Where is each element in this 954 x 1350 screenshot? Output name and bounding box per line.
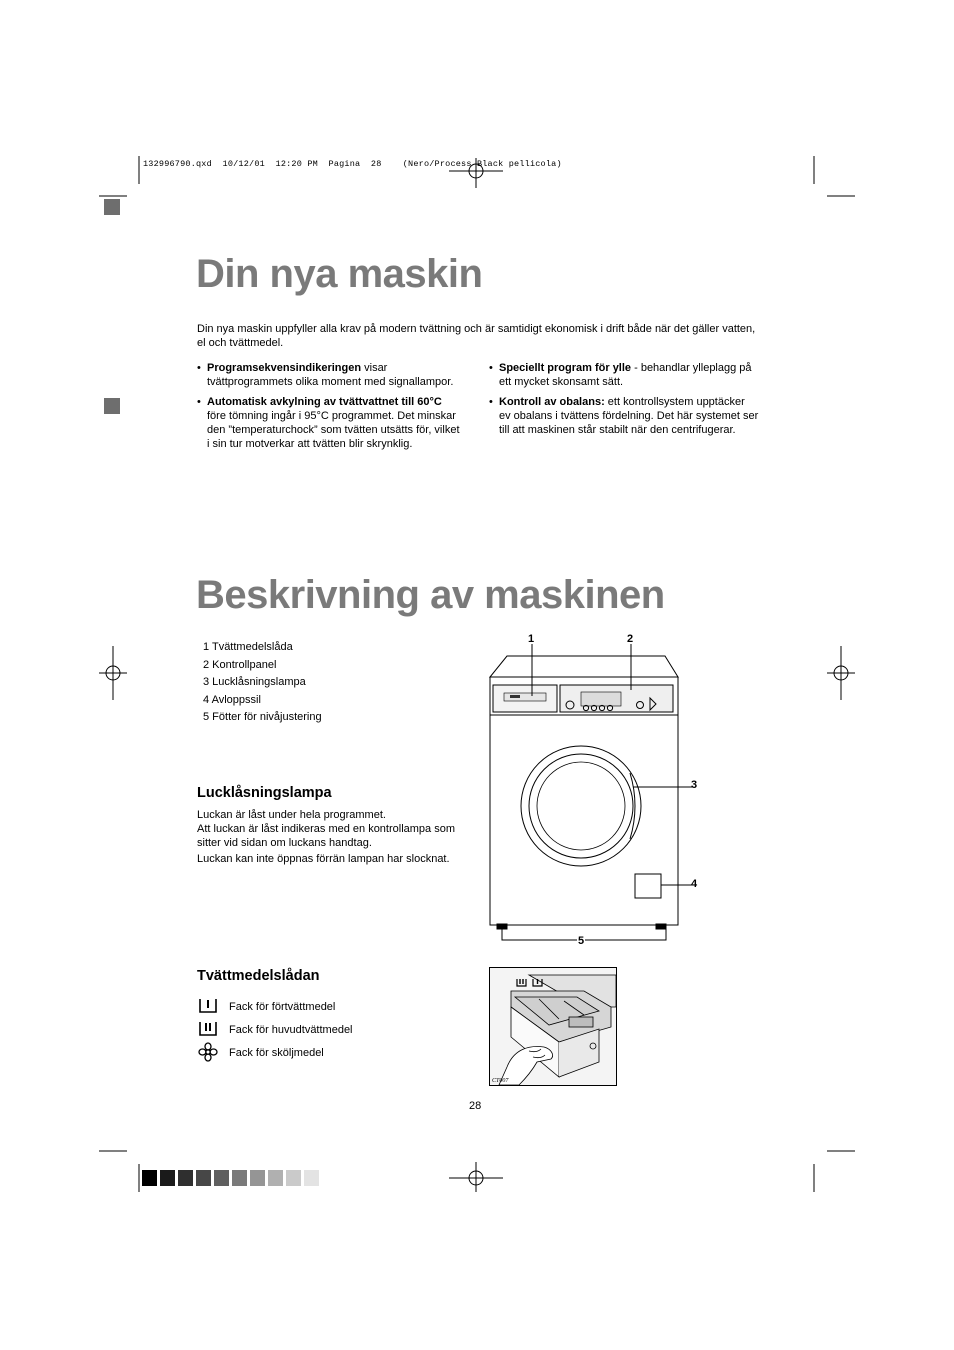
feature-bullet: • Kontroll av obalans: ett kontrollsystem upptäcker ev obalans i tvättens fördelning. Det här systemet ser till att maskinen står stabilt när den centrifugerar. (489, 395, 759, 437)
parts-list-item: 1 Tvättmedelslåda (203, 641, 293, 653)
page-number: 28 (469, 1100, 482, 1112)
photo-code: CT007 (492, 1078, 509, 1084)
lock-lamp-text (197, 808, 467, 866)
file-slug: 132996790.qxd 10/12/01 12:20 PM Pagina 28 (Nero/Process Black pellicola) (143, 159, 562, 169)
mainwash-compartment-icon (198, 1019, 220, 1039)
lock-lamp-heading: Lucklåsningslampa (197, 785, 332, 801)
parts-list-item: 4 Avloppssil (203, 693, 261, 706)
registration-target-left (99, 646, 127, 700)
drawer-heading: Tvättmedelslådan (197, 968, 320, 984)
section-marker (104, 398, 120, 414)
callout-3: 3 (691, 779, 698, 791)
callout-2: 2 (627, 633, 634, 645)
parts-list-item: 5 Fötter för nivåjustering (203, 711, 322, 723)
intro-paragraph: Din nya maskin uppfyller alla krav på modern tvättning och är samtidigt ekonomisk i drift både när det gäller vatten, el och tvättmedel. (197, 323, 756, 349)
lock-lamp-paragraph: Luckan är låst under hela programmet. (197, 809, 386, 821)
detergent-drawer-illustration (489, 967, 617, 1086)
lock-lamp-paragraph: Att luckan är låst indikeras med en kontrollampa som sitter vid sidan om luckans handtag. (197, 823, 456, 849)
feature-bullet: • Programsekvensindikeringen visar tvättprogrammets olika moment med signallampor. (197, 361, 462, 389)
parts-list-item: 2 Kontrollpanel (203, 658, 277, 671)
callout-4: 4 (691, 878, 698, 890)
washing-machine-diagram (480, 628, 710, 948)
prewash-compartment-icon (198, 996, 220, 1016)
section-title: Beskrivning av maskinen (196, 573, 665, 617)
feature-bullet: • Speciellt program för ylle - behandlar ylleplagg på ett mycket skonsamt sätt. (489, 361, 759, 389)
parts-list (203, 641, 322, 729)
callout-5: 5 (578, 935, 585, 947)
parts-list-item: 3 Lucklåsningslampa (203, 676, 306, 688)
page-title: Din nya maskin (196, 252, 483, 296)
lock-lamp-paragraph: Luckan kan inte öppnas förrän lampan har slocknat. (197, 853, 450, 865)
feature-list-left (197, 361, 462, 457)
softener-flower-icon (198, 1042, 220, 1062)
registration-target-bottom (449, 1162, 503, 1192)
feature-bullet: • Automatisk avkylning av tvättvattnet till 60°C före tömning ingår i 95°C programmet. Det minskar den ”temperaturchock” som tvätten utsätts för, vilket i sin tur motverkar att tvätten blir skrynklig. (197, 395, 462, 451)
feature-list-right (489, 361, 759, 443)
registration-target-right (827, 646, 855, 700)
callout-1: 1 (528, 633, 535, 645)
section-marker (104, 199, 120, 215)
